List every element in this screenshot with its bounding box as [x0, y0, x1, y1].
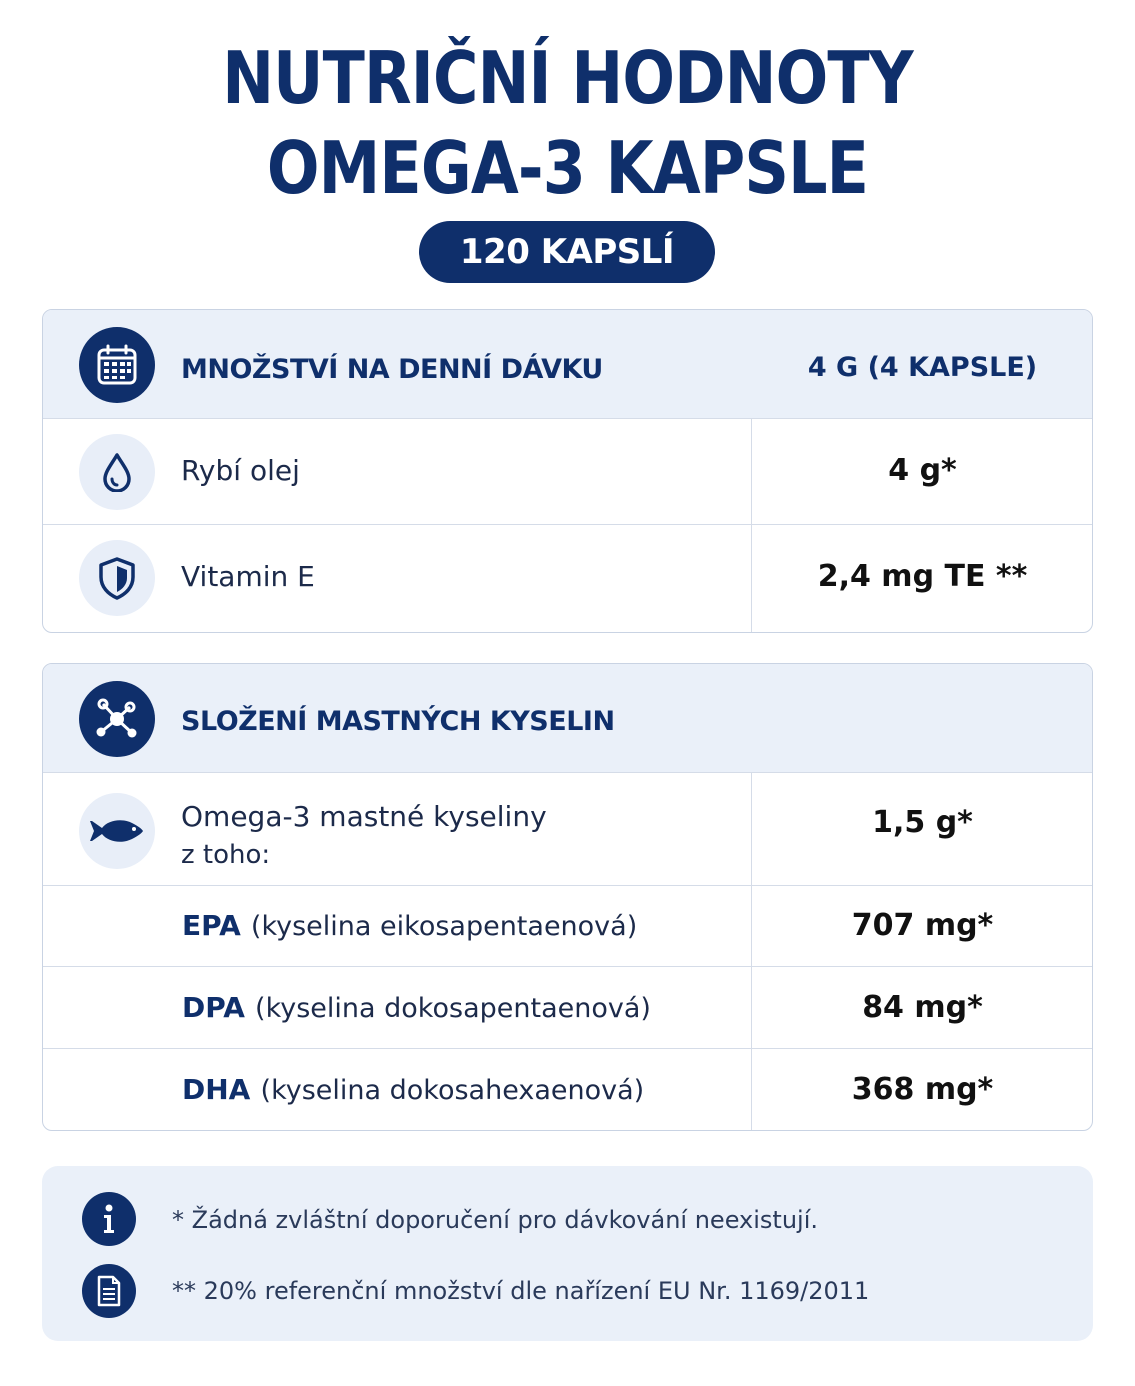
vitamin-e-value: 2,4 mg TE ** [817, 559, 1028, 594]
page-title-line2: OMEGA-3 KAPSLE [266, 126, 869, 210]
dha-label [182, 1073, 644, 1106]
table-row [43, 419, 1092, 525]
footnotes-box [42, 1166, 1093, 1341]
dha-value: 368 mg* [851, 1072, 994, 1107]
molecule-icon [79, 681, 155, 757]
vitamin-e-label: Vitamin E [181, 560, 315, 593]
daily-dose-header-row [43, 310, 1092, 419]
epa-name: (kyselina eikosapentaenová) [250, 911, 638, 942]
dpa-abbr: DPA [182, 991, 245, 1024]
daily-dose-header-label: MNOŽSTVÍ NA DENNÍ DÁVKU [181, 354, 603, 385]
dha-abbr: DHA [182, 1073, 251, 1106]
fatty-acids-table [42, 663, 1093, 1131]
daily-dose-header-value: 4 G (4 KAPSLE) [807, 352, 1038, 383]
shield-icon [79, 540, 155, 616]
fatty-acids-header-label: SLOŽENÍ MASTNÝCH KYSELIN [181, 706, 615, 737]
omega3-value: 1,5 g* [872, 805, 973, 840]
omega3-sublabel: z toho: [181, 840, 271, 870]
table-row [43, 525, 1092, 633]
drop-icon [79, 434, 155, 510]
table-row [43, 1049, 1092, 1131]
epa-value: 707 mg* [851, 908, 994, 943]
capsule-count-badge: 120 KAPSLÍ [419, 221, 715, 283]
dpa-name: (kyselina dokosapentaenová) [255, 993, 651, 1024]
table-row [43, 886, 1092, 967]
fish-oil-value: 4 g* [888, 453, 957, 488]
fatty-acids-header-row [43, 664, 1092, 773]
dha-name: (kyselina dokosahexaenová) [260, 1075, 645, 1106]
calendar-icon [79, 327, 155, 403]
table-row [43, 967, 1092, 1049]
info-icon [82, 1192, 136, 1246]
dpa-value: 84 mg* [862, 990, 983, 1025]
daily-dose-table [42, 309, 1093, 633]
fish-oil-label: Rybí olej [181, 454, 300, 487]
table-row [43, 773, 1092, 886]
omega3-label: Omega-3 mastné kyseliny [181, 800, 547, 833]
dpa-label [182, 991, 651, 1024]
footnote-1: * Žádná zvláštní doporučení pro dávkování neexistují. [172, 1206, 818, 1234]
fish-icon [79, 793, 155, 869]
footnote-2: ** 20% referenční množství dle nařízení EU Nr. 1169/2011 [172, 1277, 870, 1305]
epa-label [182, 909, 637, 942]
document-icon [82, 1264, 136, 1318]
epa-abbr: EPA [182, 909, 241, 942]
page-title-line1: NUTRIČNÍ HODNOTY [222, 36, 913, 120]
